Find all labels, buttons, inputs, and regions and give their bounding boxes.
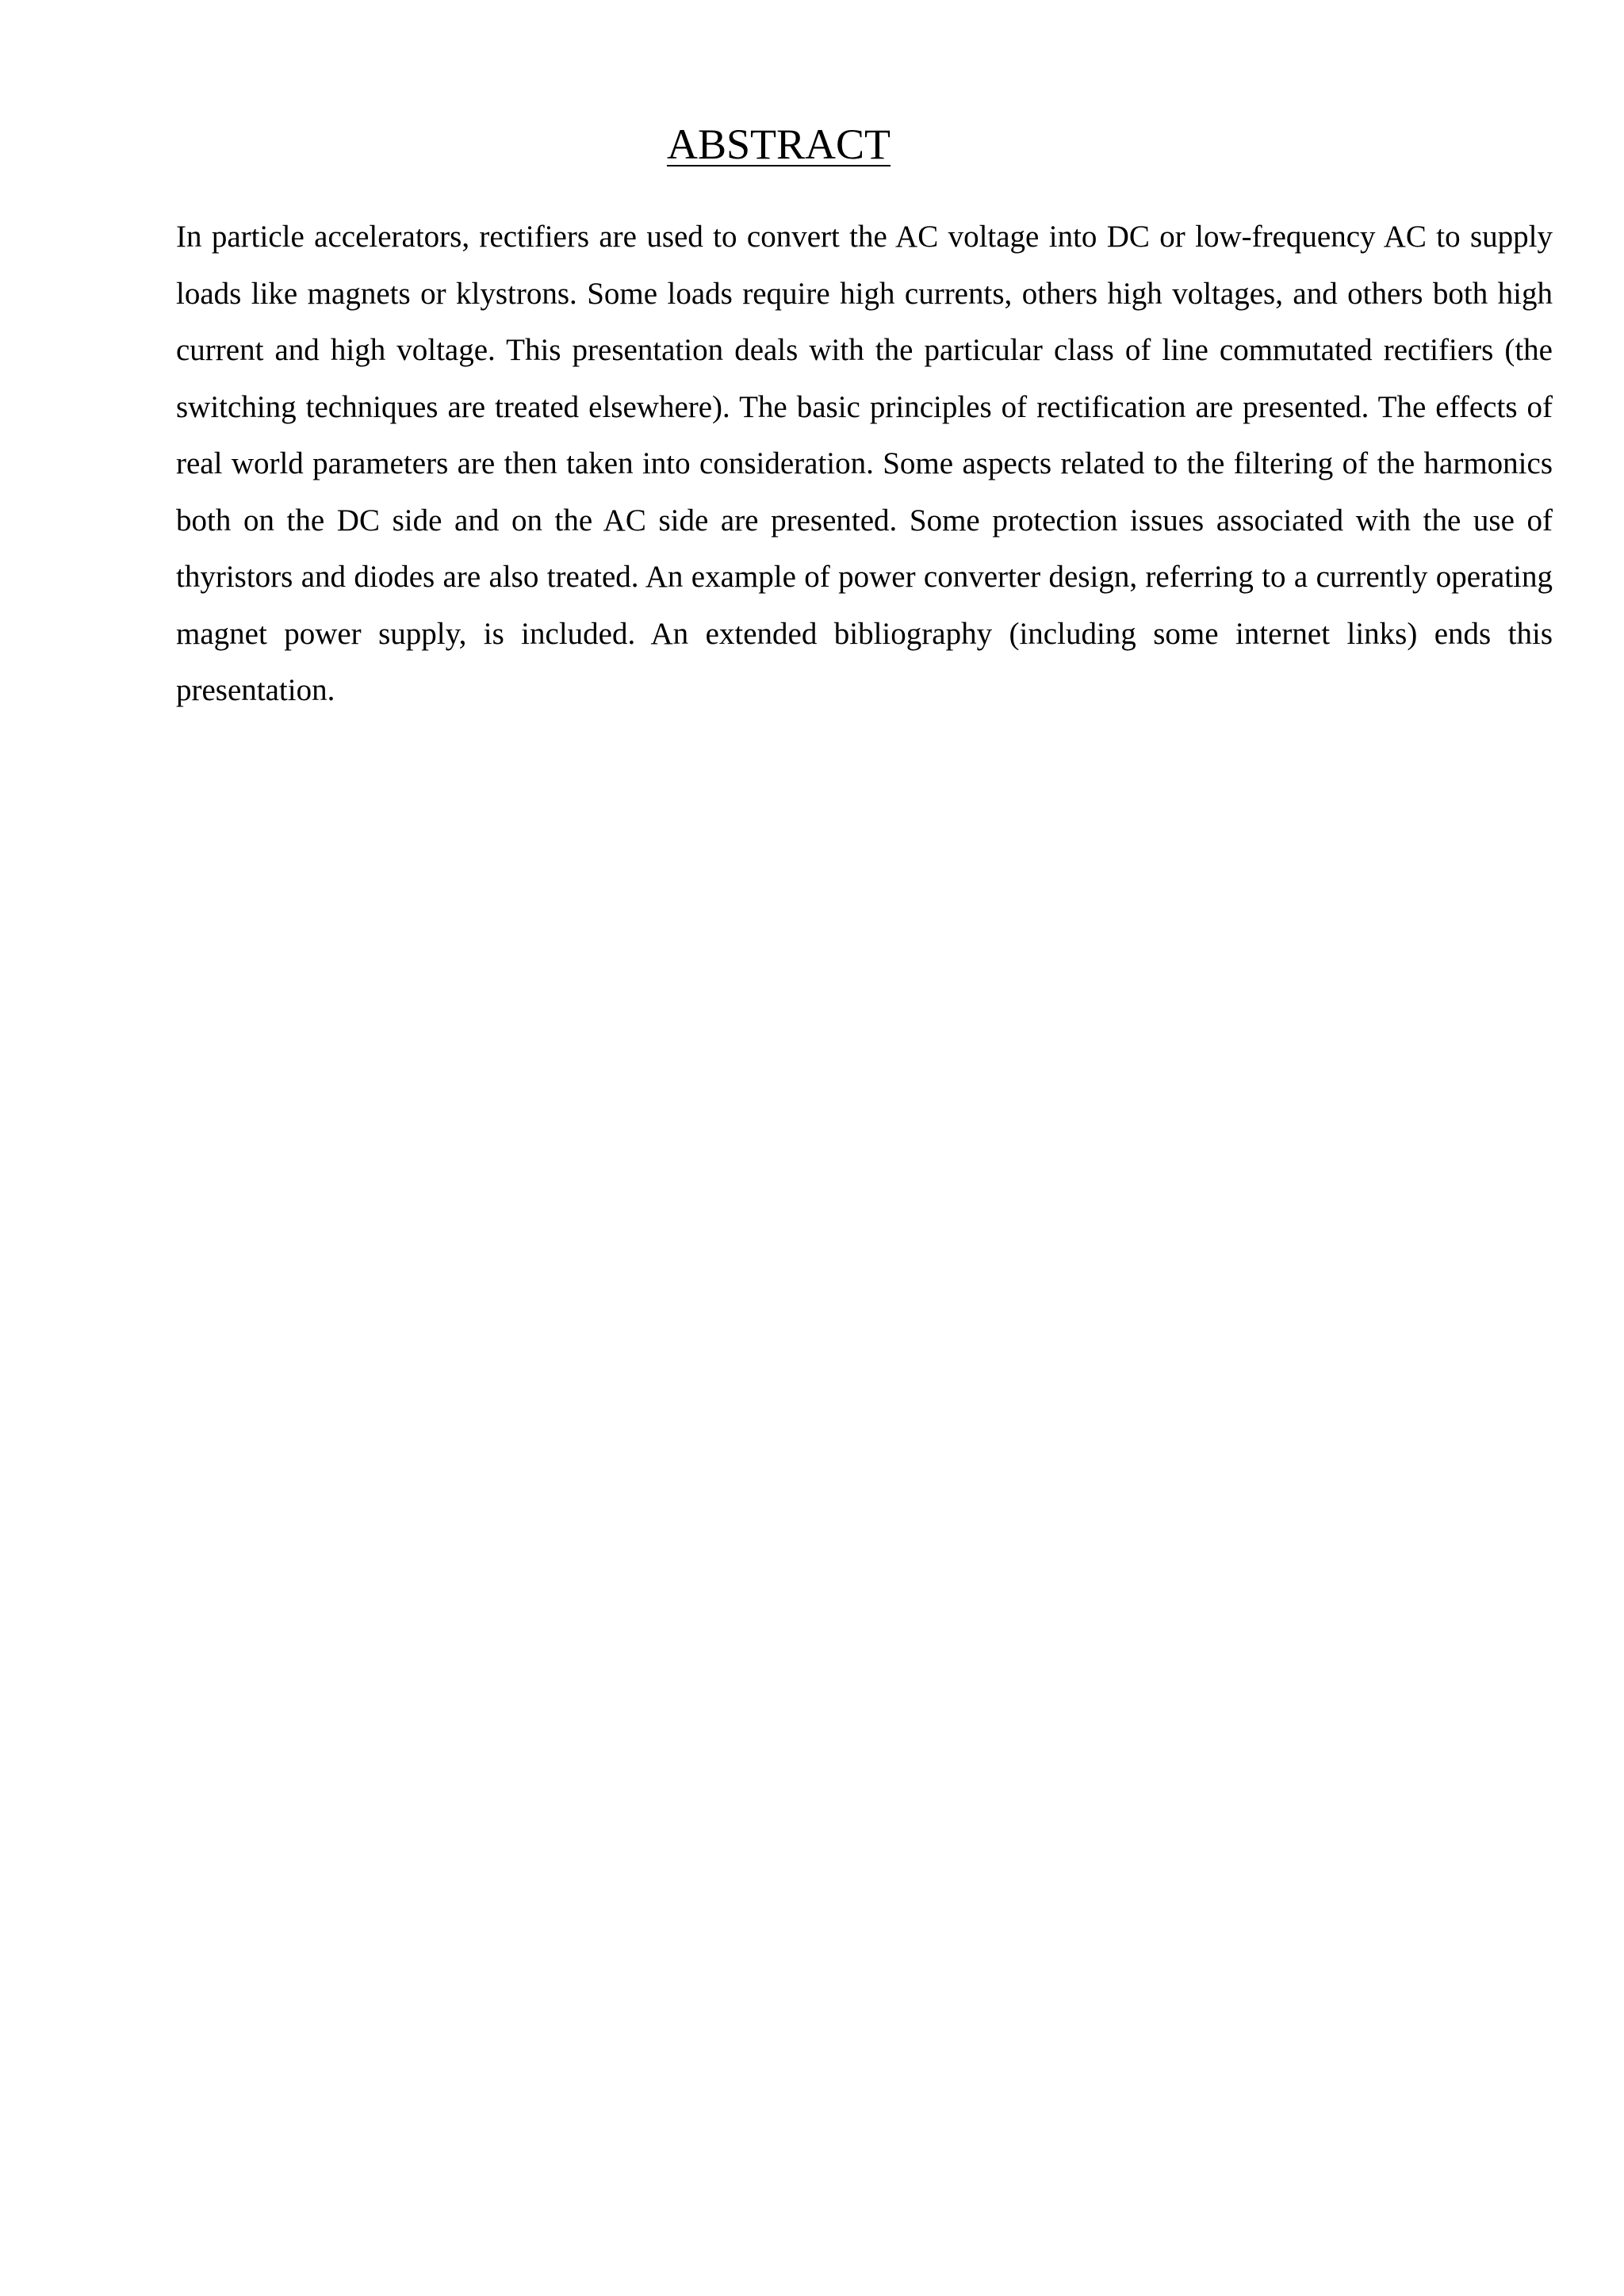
abstract-body: In particle accelerators, rectifiers are used to convert the AC voltage into DC or low-frequency AC to supply loads like magnets or klystrons. Some loads require high currents, others high voltages, and others both high current and high voltage. This presentation deals with the particular class of line commutated rectifiers (the switching techniques are treated elsewhere). The basic principles of rectification are presented. The effects of real world parameters are then taken into consideration. Some aspects related to the filtering of the harmonics both on the DC side and on the AC side are presented. Some protection issues associated with the use of thyristors and diodes are also treated. An example of power converter design, referring to a currently operating magnet power supply, is included. An extended bibliography (including some internet links) ends this presentation. [176, 220, 1553, 707]
abstract-title: ABSTRACT [666, 121, 891, 168]
